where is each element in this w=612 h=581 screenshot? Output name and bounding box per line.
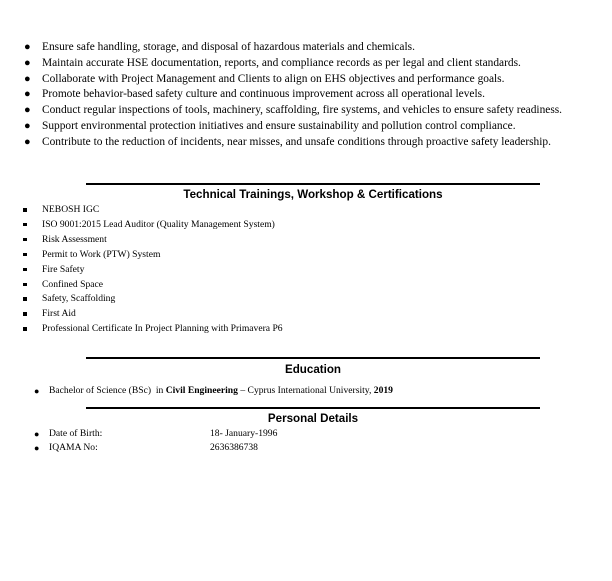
list-item xyxy=(22,218,582,233)
square-bullet-icon xyxy=(23,297,27,301)
bullet-icon: ● xyxy=(24,72,31,85)
university: Cyprus International University, xyxy=(247,385,372,396)
list-item xyxy=(22,103,592,119)
square-bullet-icon xyxy=(23,312,27,316)
square-bullet-icon xyxy=(23,327,27,331)
graduation-year: 2019 xyxy=(373,385,393,396)
list-item-text: Support environmental protection initiatives and ensure sustainability and pollution control compliance. xyxy=(42,119,516,132)
square-bullet-icon xyxy=(23,238,27,242)
list-item-text: ISO 9001:2015 Lead Auditor (Quality Management System) xyxy=(42,218,275,230)
list-item-text: Safety, Scaffolding xyxy=(42,293,116,305)
list-item xyxy=(22,292,582,307)
list-item xyxy=(22,72,592,88)
list-item-text: NEBOSH IGC xyxy=(42,204,100,215)
list-item-text: Promote behavior-based safety culture and continuous improvement across all operational levels. xyxy=(42,88,485,101)
list-item-text: Contribute to the reduction of incidents, near misses, and unsafe conditions through proactive safety leadership. xyxy=(42,135,551,148)
list-item xyxy=(22,233,582,248)
list-item-text: Maintain accurate HSE documentation, reports, and compliance records as per legal and client standards. xyxy=(42,56,521,69)
list-item xyxy=(22,248,582,263)
list-item-text: Conduct regular inspections of tools, machinery, scaffolding, fire systems, and vehicles to ensure safety readiness. xyxy=(42,104,563,117)
list-item-text: Fire Safety xyxy=(42,263,85,275)
square-bullet-icon xyxy=(23,208,27,212)
bullet-icon: ● xyxy=(34,429,40,439)
bullet-icon: ● xyxy=(24,135,31,148)
section-divider xyxy=(86,357,540,359)
list-item xyxy=(22,119,592,135)
iqama-value: 2636386738 xyxy=(210,442,258,453)
list-item-text: Permit to Work (PTW) System xyxy=(42,248,161,260)
bullet-icon: ● xyxy=(34,443,40,453)
list-item xyxy=(22,203,582,218)
list-item xyxy=(22,322,582,337)
list-item-text: Collaborate with Project Management and Clients to align on EHS objectives and performance goals. xyxy=(42,72,505,85)
list-item-text: Professional Certificate In Project Planning with Primavera P6 xyxy=(42,323,283,335)
square-bullet-icon xyxy=(23,253,27,257)
iqama-label: IQAMA No: xyxy=(49,442,98,453)
list-item xyxy=(22,87,592,103)
bullet-icon: ● xyxy=(24,88,31,101)
section-divider xyxy=(86,407,540,409)
bullet-icon: ● xyxy=(34,386,40,396)
separator: – xyxy=(240,385,246,396)
list-item xyxy=(22,56,592,72)
square-bullet-icon xyxy=(23,283,27,287)
bullet-icon: ● xyxy=(24,104,31,117)
section-divider xyxy=(86,183,540,185)
list-item-text: Risk Assessment xyxy=(42,233,107,245)
list-item xyxy=(22,278,582,293)
certifications-list xyxy=(22,203,582,337)
education-heading: Education xyxy=(284,363,342,376)
list-item xyxy=(22,263,582,278)
dob-label: Date of Birth: xyxy=(49,428,103,439)
personal-heading: Personal Details xyxy=(267,412,359,425)
list-item-text: Ensure safe handling, storage, and disposal of hazardous materials and chemicals. xyxy=(42,41,415,53)
dob-value: 18- January-1996 xyxy=(210,428,278,439)
square-bullet-icon xyxy=(23,223,27,227)
list-item-text: First Aid xyxy=(42,308,76,320)
list-item xyxy=(22,40,592,56)
trainings-heading: Technical Trainings, Workshop & Certifications xyxy=(183,188,443,201)
square-bullet-icon xyxy=(23,268,27,272)
list-item xyxy=(22,307,582,322)
responsibilities-list xyxy=(22,40,592,151)
field-of-study: Civil Engineering xyxy=(165,385,238,396)
education-text xyxy=(34,385,393,396)
list-item xyxy=(22,135,592,151)
education-entry xyxy=(34,384,574,398)
bullet-icon: ● xyxy=(24,56,31,69)
bullet-icon: ● xyxy=(24,41,31,53)
list-item-text: Confined Space xyxy=(42,278,104,290)
degree: Bachelor of Science (BSc) xyxy=(49,385,152,396)
bullet-icon: ● xyxy=(24,119,31,132)
in-word: in xyxy=(155,385,164,396)
